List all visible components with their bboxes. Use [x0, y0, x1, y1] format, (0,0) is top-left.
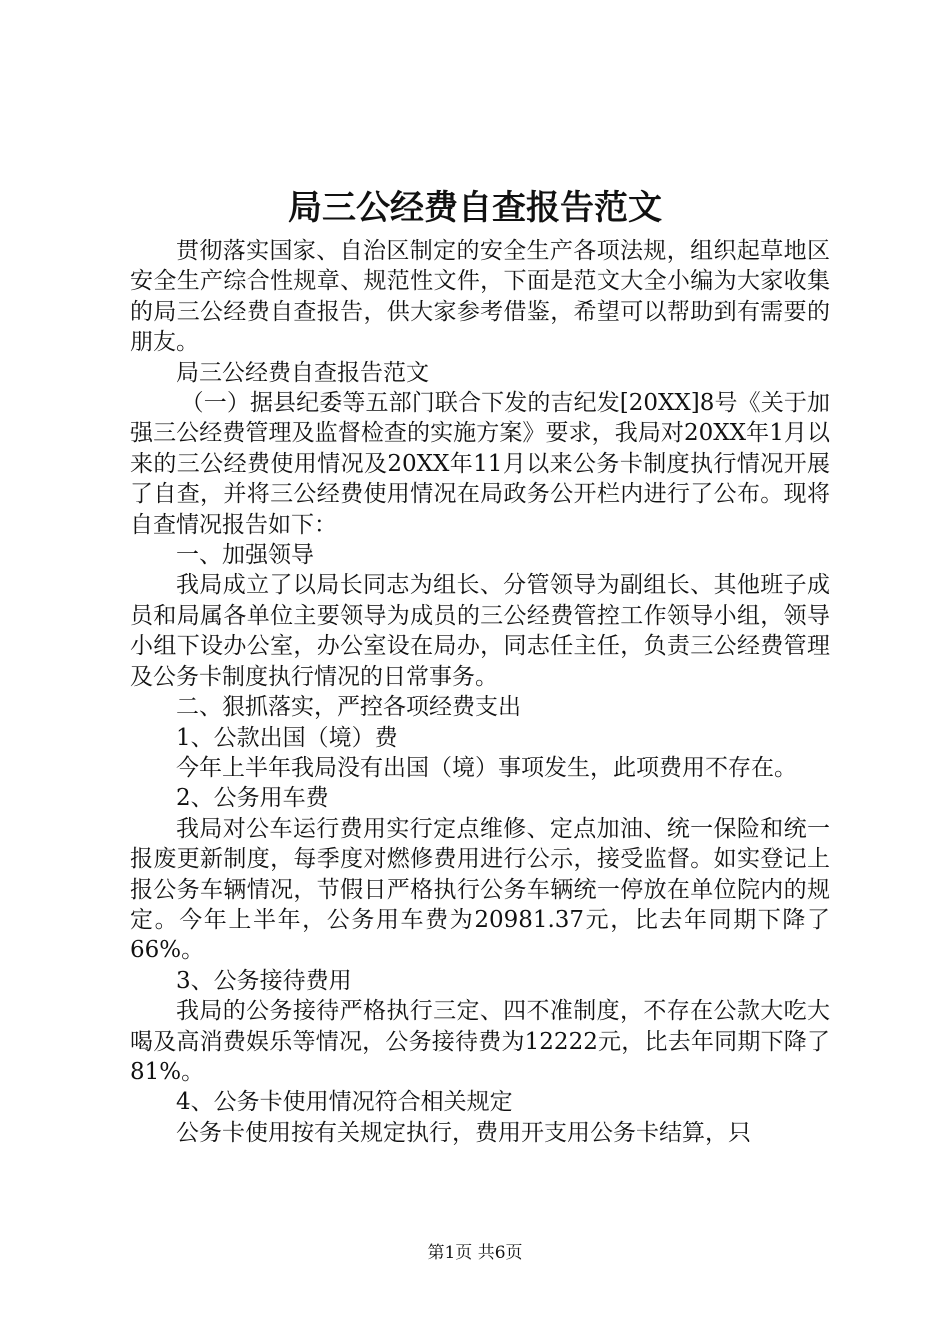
background-paragraph: （一）据县纪委等五部门联合下发的吉纪发[20XX]8号《关于加强三公经费管理及监督检查的实施方案》要求，我局对20XX年1月以来的三公经费使用情况及20XX年11月以来公务卡制度执行情况开展了自查，并将三公经费使用情况在局政务公开栏内进行了公布。现将自查情况报告如下： [130, 390, 830, 538]
heading-reception-cost: 3、公务接待费用 [176, 967, 352, 994]
vehicle-cost-paragraph: 我局对公车运行费用实行定点维修、定点加油、统一保险和统一报废更新制度，每季度对燃修费用进行公示，接受监督。如实登记上报公务车辆情况，节假日严格执行公务车辆统一停放在单位院内的规定。今年上半年，公务用车费为20981.37元，比去年同期下降了66%。 [130, 815, 830, 964]
page-footer: 第1页 共6页 [427, 1243, 523, 1263]
heading-official-card: 4、公务卡使用情况符合相关规定 [176, 1089, 513, 1116]
heading-leadership: 一、加强领导 [176, 542, 314, 569]
document-body [130, 236, 830, 1148]
section-title: 局三公经费自查报告范文 [176, 359, 429, 386]
reception-cost-paragraph: 我局的公务接待严格执行三定、四不准制度，不存在公款大吃大喝及高消费娱乐等情况，公务接待费为12222元，比去年同期下降了81%。 [130, 998, 830, 1085]
official-card-paragraph: 公务卡使用按有关规定执行，费用开支用公务卡结算，只 [176, 1119, 751, 1146]
intro-paragraph: 贯彻落实国家、自治区制定的安全生产各项法规，组织起草地区安全生产综合性规章、规范性文件，下面是范文大全小编为大家收集的局三公经费自查报告，供大家参考借鉴，希望可以帮助到有需要的朋友。 [130, 238, 830, 356]
heading-overseas-travel: 1、公款出国（境）费 [176, 724, 398, 751]
leadership-paragraph: 我局成立了以局长同志为组长、分管领导为副组长、其他班子成员和局属各单位主要领导为成员的三公经费管控工作领导小组，领导小组下设办公室，办公室设在局办，同志任主任，负责三公经费管理及公务卡制度执行情况的日常事务。 [130, 572, 830, 690]
heading-implementation: 二、狠抓落实，严控各项经费支出 [176, 694, 521, 721]
overseas-travel-paragraph: 今年上半年我局没有出国（境）事项发生，此项费用不存在。 [176, 754, 797, 781]
page-title: 局三公经费自查报告范文 [288, 188, 662, 228]
heading-vehicle-cost: 2、公务用车费 [176, 785, 329, 812]
